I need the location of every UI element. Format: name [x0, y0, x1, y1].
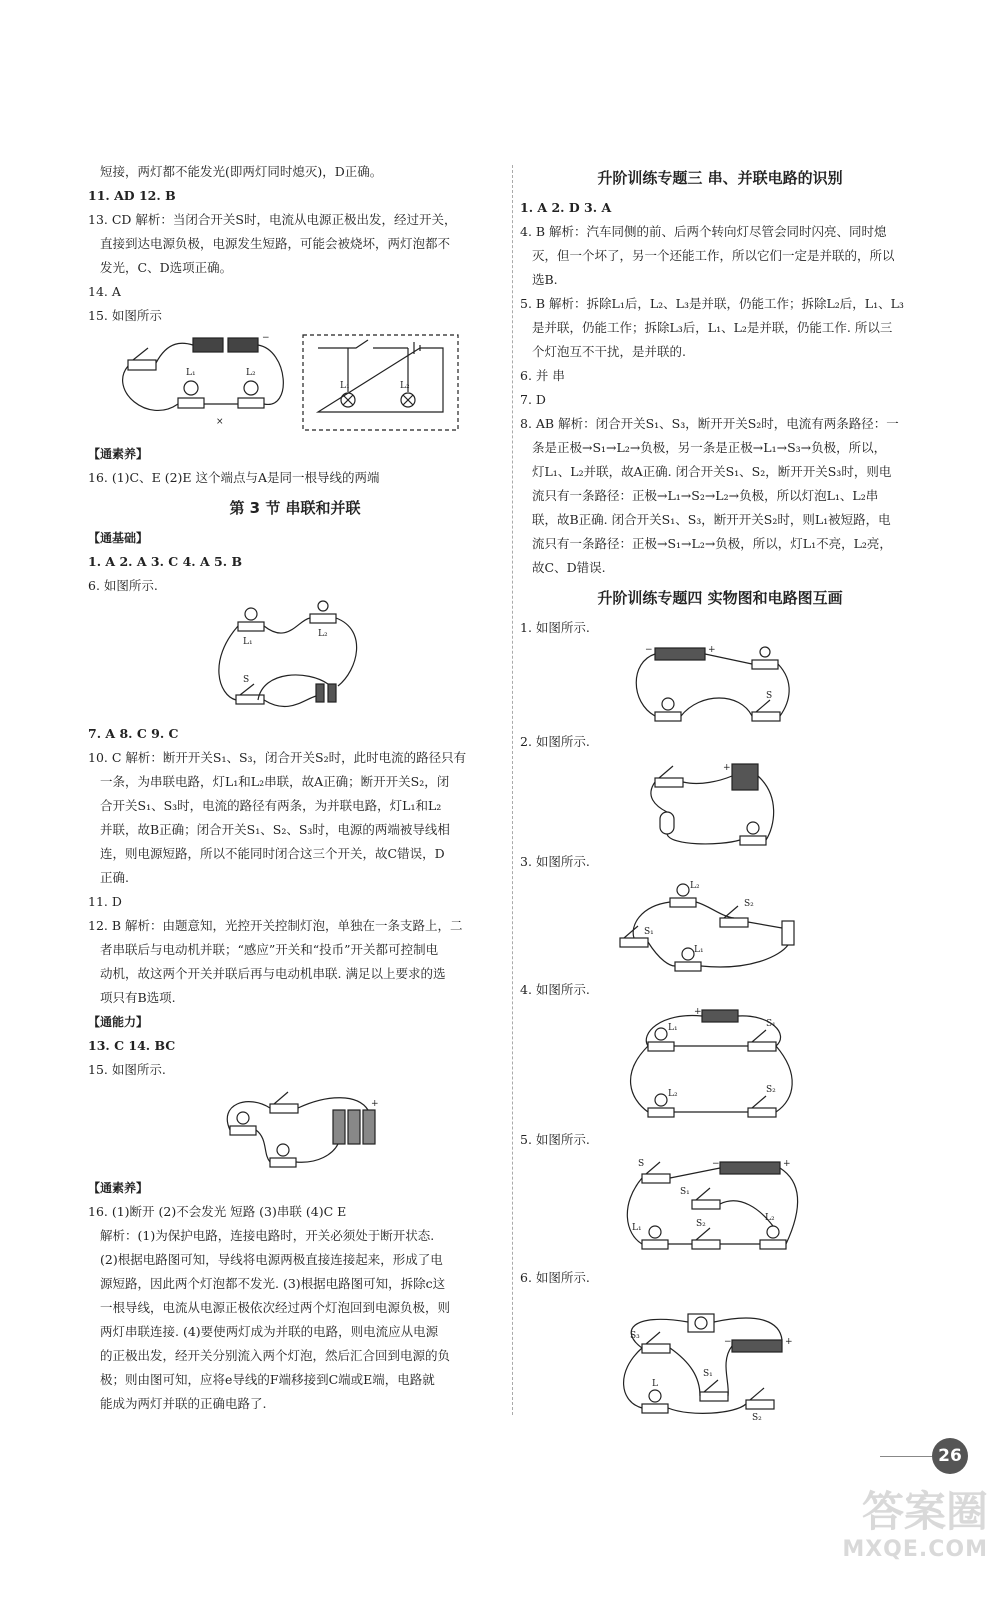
text-line: 6. 如图所示.	[88, 578, 158, 593]
label-L1: L₁	[694, 945, 704, 955]
watermark-top: 答案圈	[861, 1487, 988, 1536]
label-plus: +	[785, 1337, 793, 1347]
text-line: 的正极出发，经开关分别流入两个灯泡，然后汇合回到电源的负	[100, 1348, 451, 1363]
label-S1: S₁	[644, 927, 654, 937]
text-line: 是并联，仍能工作；拆除L₃后，L₁、L₂是并联，仍能工作. 所以三	[532, 320, 893, 335]
figure-q15b-circuit	[88, 1084, 502, 1174]
label-S2: S₂	[696, 1219, 706, 1229]
label-cross: ×	[216, 417, 224, 427]
watermark-bottom: MXQE.COM	[842, 1537, 988, 1562]
label-plus: +	[371, 1099, 379, 1109]
label-L2: L₂	[765, 1213, 775, 1223]
text-line: 解析：(1)为保护电路，连接电路时，开关必须处于断开状态.	[100, 1228, 435, 1243]
label-S2: S₂	[766, 1085, 776, 1095]
label-S2: S₂	[752, 1413, 762, 1422]
text-line: 6. 并 串	[520, 368, 565, 383]
label-S: S	[243, 675, 250, 685]
text-line: 6. 如图所示.	[520, 1270, 590, 1285]
label-S1: S₁	[766, 1019, 776, 1029]
section-tag: 【通能力】	[88, 1015, 149, 1029]
text-line: 11. AD 12. B	[88, 188, 176, 203]
text-line: 2. 如图所示.	[520, 734, 590, 749]
label-L1: L₁	[632, 1223, 642, 1233]
label-plus: +	[723, 763, 731, 773]
text-line: 1. A 2. D 3. A	[520, 200, 612, 215]
watermark-logo	[818, 1488, 988, 1564]
text-line: 7. D	[520, 392, 546, 407]
label-plus: +	[708, 645, 716, 655]
text-line: 14. A	[88, 284, 121, 299]
label-S1: S₁	[680, 1187, 690, 1197]
text-line: 15. 如图所示	[88, 308, 162, 323]
text-line: 项只有B选项.	[100, 990, 176, 1005]
text-line: 极；则由图可知，应将e导线的F端移接到C端或E端，电路就	[100, 1372, 435, 1387]
text-line: 正确.	[100, 870, 129, 885]
text-line: 12. B 解析：由题意知，光控开关控制灯泡，单独在一条支路上，二	[88, 918, 463, 933]
text-line: 源短路，因此两个灯泡都不发光. (3)根据电路图可知，拆除c这	[100, 1276, 446, 1291]
text-line: (2)根据电路图可知，导线将电源两极直接连接起来，形成了电	[100, 1252, 443, 1267]
section-tag: 【通素养】	[88, 1181, 149, 1195]
text-line: 个灯泡互不干扰，是并联的.	[532, 344, 686, 359]
text-line: 发光，C、D选项正确。	[100, 260, 233, 275]
label-L1: L₁	[340, 381, 350, 391]
text-line: 15. 如图所示.	[88, 1062, 166, 1077]
text-line: 动机，故这两个开关并联后再与电动机串联. 满足以上要求的选	[100, 966, 446, 981]
text-line: 灯L₁、L₂并联，故A正确. 闭合开关S₁、S₂，断开开关S₃时，则电	[532, 464, 892, 479]
text-line: 灭，但一个坏了，另一个还能工作，所以它们一定是并联的，所以	[532, 248, 895, 263]
label-S: S	[766, 691, 773, 701]
label-minus: −	[712, 1159, 720, 1169]
text-line: 流只有一条路径：正极→S₁→L₂→负极，所以，灯L₁不亮，L₂亮，	[532, 536, 892, 551]
section-tag: 【通基础】	[88, 531, 149, 545]
figure-topic4-6	[520, 1292, 920, 1422]
section-heading: 升阶训练专题三 串、并联电路的识别	[597, 169, 843, 187]
text-line: 13. CD 解析：当闭合开关S时，电流从电源正极出发，经过开关，	[88, 212, 457, 227]
label-plus: +	[783, 1159, 791, 1169]
page-number-rule	[880, 1456, 932, 1457]
text-line: 直接到达电源负极，电源发生短路，可能会被烧坏，两灯泡都不	[100, 236, 451, 251]
text-line: 16. (1)C、E (2)E 这个端点与A是同一根导线的两端	[88, 470, 380, 485]
text-line: 合开关S₁、S₃时，电流的路径有两条，为并联电路，灯L₁和L₂	[100, 798, 442, 813]
text-line: 流只有一条路径：正极→L₁→S₂→L₂→负极，所以灯泡L₁、L₂串	[532, 488, 879, 503]
label-L2: L₂	[400, 381, 410, 391]
label-L2: L₂	[690, 881, 700, 891]
text-line: 能成为两灯并联的正确电路了.	[100, 1396, 267, 1411]
label-L2: L₂	[318, 629, 328, 639]
text-line: 联，故B正确. 闭合开关S₁、S₃，断开开关S₂时，则L₁被短路，电	[532, 512, 891, 527]
text-line: 一条，为串联电路，灯L₁和L₂串联，故A正确；断开开关S₂，闭	[100, 774, 450, 789]
text-line: 一根导线，电流从电源正极依次经过两个灯泡回到电源负极，则	[100, 1300, 451, 1315]
text-line: 11. D	[88, 894, 122, 909]
right-column	[520, 160, 920, 1424]
text-line: 5. B 解析：拆除L₁后，L₂、L₃是并联，仍能工作；拆除L₂后，L₁、L₃	[520, 296, 904, 311]
label-L2: L₂	[246, 368, 256, 378]
text-line: 1. 如图所示.	[520, 620, 590, 635]
label-S: S	[638, 1159, 645, 1169]
text-line: 8. AB 解析：闭合开关S₁、S₃，断开开关S₂时，电流有两条路径：一	[520, 416, 899, 431]
section-heading: 升阶训练专题四 实物图和电路图互画	[597, 589, 843, 607]
label-L1: L₁	[186, 368, 196, 378]
text-line: 条是正极→S₁→L₂→负极，另一条是正极→L₁→S₃→负极，所以，	[532, 440, 887, 455]
figure-topic4-4	[520, 1004, 920, 1126]
section-heading: 第 3 节 串联和并联	[229, 499, 361, 517]
figure-topic4-2	[520, 756, 920, 848]
label-minus: −	[645, 645, 653, 655]
label-L1: L₁	[668, 1023, 678, 1033]
text-line: 选B.	[532, 272, 558, 287]
text-line: 10. C 解析：断开开关S₁、S₃，闭合开关S₂时，此时电流的路径只有	[88, 750, 467, 765]
label-L: L	[652, 1379, 658, 1389]
text-line: 并联，故B正确；闭合开关S₁、S₂、S₃时，电源的两端被导线相	[100, 822, 450, 837]
figure-q6-circuit	[88, 600, 502, 720]
left-column	[88, 160, 502, 1416]
label-S3: S₃	[630, 1331, 640, 1341]
label-plus: +	[694, 1007, 702, 1017]
figure-q15-circuit	[88, 330, 502, 440]
label-L1: L₁	[243, 637, 253, 647]
label-S1: S₁	[703, 1369, 713, 1379]
label-L2: L₂	[668, 1089, 678, 1099]
text-line: 16. (1)断开 (2)不会发光 短路 (3)串联 (4)C E	[88, 1204, 347, 1219]
column-divider	[512, 165, 513, 1415]
label-minus: −	[724, 1337, 732, 1347]
page-number: 26	[932, 1438, 968, 1474]
figure-topic4-5	[520, 1154, 920, 1264]
label-S2: S₂	[744, 899, 754, 909]
text-line: 3. 如图所示.	[520, 854, 590, 869]
text-line: 者串联后与电动机并联；“感应”开关和“投币”开关都可控制电	[100, 942, 439, 957]
text-line: 4. 如图所示.	[520, 982, 590, 997]
text-line: 13. C 14. BC	[88, 1038, 176, 1053]
text-line: 两灯串联连接. (4)要使两灯成为并联的电路，则电流应从电源	[100, 1324, 439, 1339]
text-line: 短接，两灯都不能发光(即两灯同时熄灭)，D正确。	[100, 164, 383, 179]
text-line: 1. A 2. A 3. C 4. A 5. B	[88, 554, 243, 569]
text-line: 5. 如图所示.	[520, 1132, 590, 1147]
text-line: 故C、D错误.	[532, 560, 606, 575]
section-tag: 【通素养】	[88, 447, 149, 461]
figure-topic4-1	[520, 642, 920, 728]
text-line: 7. A 8. C 9. C	[88, 726, 179, 741]
label-minus: −	[262, 333, 270, 343]
figure-topic4-3	[520, 876, 920, 976]
text-line: 连，则电源短路，所以不能同时闭合这三个开关，故C错误，D	[100, 846, 445, 861]
text-line: 4. B 解析：汽车同侧的前、后两个转向灯尽管会同时闪亮、同时熄	[520, 224, 887, 239]
